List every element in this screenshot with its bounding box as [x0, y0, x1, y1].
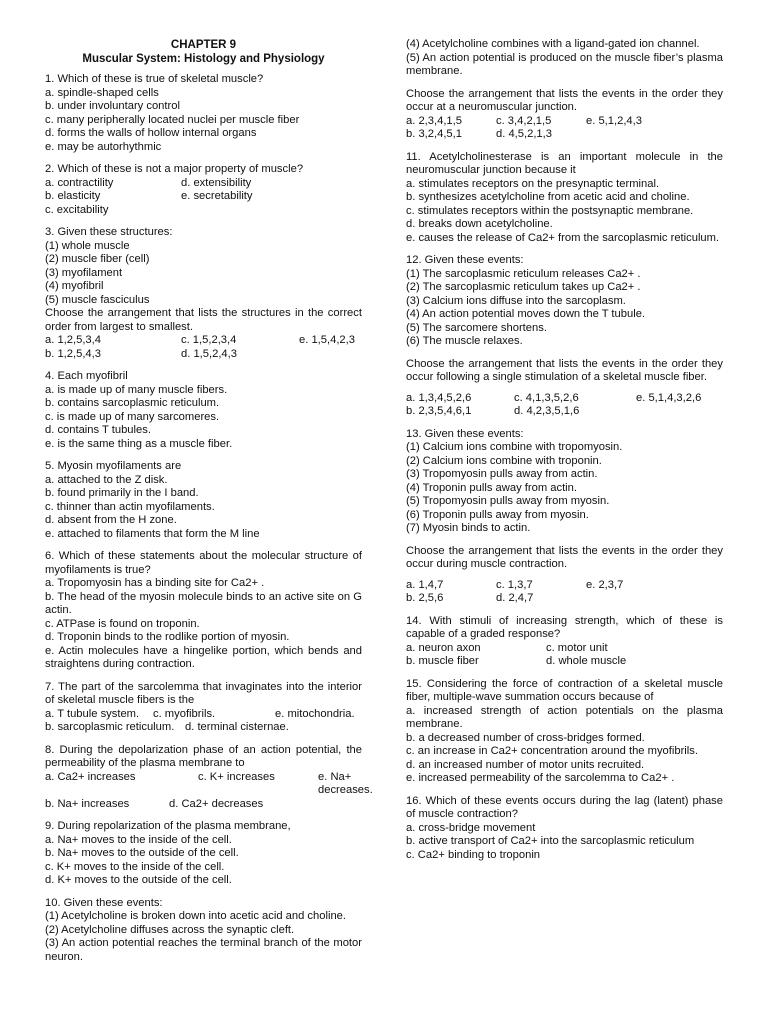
question-stem: 6. Which of these statements about the molecular structure of myofilaments is true? [45, 550, 362, 576]
answer-option: a. contractility [45, 176, 114, 189]
answer-option: a. 1,2,5,3,4 [45, 334, 101, 346]
list-item: (3) An action potential reaches the terminal branch of the motor neuron. [45, 937, 362, 963]
answer-option: d. whole muscle [546, 655, 627, 667]
question-stem: 12. Given these events: [406, 254, 524, 266]
answer-option: a. Ca2+ increases [45, 770, 136, 783]
question-stem: 8. During the depolarization phase of an action potential, the permeability of the plasma membrane to [45, 743, 362, 769]
answer-option: d. K+ moves to the outside of the cell. [45, 874, 232, 886]
answer-option: a. is made up of many muscle fibers. [45, 383, 228, 396]
answer-option: d. forms the walls of hollow internal organs [45, 127, 257, 139]
options-grid [406, 392, 723, 419]
answer-option: e. causes the release of Ca2+ from the sarcoplasmic reticulum. [406, 231, 720, 244]
options-grid [406, 115, 723, 142]
answer-option: a. stimulates receptors on the presynaptic terminal. [406, 177, 660, 190]
question-2 [45, 163, 362, 217]
question-prompt: Choose the arrangement that lists the events in the order they occur during muscle contraction. [406, 544, 723, 570]
question-10-choices [406, 88, 723, 142]
answer-option: e. increased permeability of the sarcolemma to Ca2+ . [406, 772, 675, 784]
options-grid [45, 177, 362, 218]
question-10-continued [406, 38, 723, 79]
list-item: (4) Troponin pulls away from actin. [406, 481, 577, 494]
question-6 [45, 550, 362, 672]
answer-option: a. attached to the Z disk. [45, 473, 168, 486]
question-stem: 15. Considering the force of contraction of a skeletal muscle fiber, multiple-wave summation occurs because of [406, 677, 723, 703]
question-stem: 14. With stimuli of increasing strength, which of these is capable of a graded response? [406, 614, 723, 640]
answer-option: e. Actin molecules have a hingelike portion, which bends and straightens during contraction. [45, 644, 362, 670]
list-item: (5) An action potential is produced on the muscle fiber’s plasma membrane. [406, 51, 723, 77]
question-stem: 13. Given these events: [406, 427, 524, 440]
answer-option: a. Na+ moves to the inside of the cell. [45, 833, 232, 846]
list-item: (1) The sarcoplasmic reticulum releases Ca2+ . [406, 267, 641, 280]
list-item: (7) Myosin binds to actin. [406, 522, 531, 534]
options-grid [45, 708, 362, 722]
answer-option: c. many peripherally located nuclei per muscle fiber [45, 113, 300, 126]
answer-option: d. breaks down acetylcholine. [406, 218, 553, 230]
question-stem: 11. Acetylcholinesterase is an important molecule in the neuromuscular junction because it [406, 150, 723, 176]
question-stem: 5. Myosin myofilaments are [45, 460, 182, 472]
answer-option: e. may be autorhythmic [45, 140, 162, 153]
answer-option: b. contains sarcoplasmic reticulum. [45, 397, 220, 409]
question-5 [45, 460, 362, 541]
question-14 [406, 615, 723, 669]
answer-option: b. under involuntary control [45, 100, 180, 112]
list-item: (3) Tropomyosin pulls away from actin. [406, 468, 598, 480]
list-item: (1) Acetylcholine is broken down into acetic acid and choline. [45, 910, 346, 922]
list-item: (6) Troponin pulls away from myosin. [406, 508, 589, 521]
answer-option: e. 1,5,4,2,3 [299, 334, 355, 346]
question-13 [406, 428, 723, 536]
answer-option: b. elasticity [45, 190, 101, 202]
answer-option: a. 2,3,4,1,5 [406, 114, 462, 127]
answer-option: c. thinner than actin myofilaments. [45, 500, 215, 513]
answer-option: b. 1,2,5,4,3 [45, 347, 101, 360]
answer-option: c. 1,3,7 [496, 578, 533, 591]
answer-option: b. active transport of Ca2+ into the sarcoplasmic reticulum [406, 835, 695, 847]
answer-option: d. 2,4,7 [496, 592, 534, 604]
answer-option: c. an increase in Ca2+ concentration around the myofibrils. [406, 745, 698, 757]
answer-option: e. is the same thing as a muscle fiber. [45, 437, 233, 450]
answer-option: d. contains T tubules. [45, 424, 151, 436]
answer-option: c. K+ increases [198, 770, 275, 783]
question-16 [406, 795, 723, 863]
question-1 [45, 73, 362, 154]
answer-option: a. neuron axon [406, 641, 481, 654]
question-11 [406, 151, 723, 246]
right-column [406, 38, 723, 871]
question-stem: 10. Given these events: [45, 896, 163, 909]
question-stem: 3. Given these structures: [45, 226, 173, 238]
answer-option: c. excitability [45, 203, 109, 216]
answer-option: b. 2,5,6 [406, 592, 444, 604]
answer-option: d. 4,5,2,1,3 [496, 128, 552, 140]
answer-option: a. T tubule system. [45, 707, 140, 720]
question-15 [406, 678, 723, 786]
answer-option: c. motor unit [546, 641, 608, 654]
question-12-choices [406, 358, 723, 419]
answer-option: e. 5,1,4,3,2,6 [636, 391, 702, 404]
question-10-start [45, 897, 362, 965]
answer-option: c. 4,1,3,5,2,6 [514, 391, 579, 404]
answer-option: e. 5,1,2,4,3 [586, 114, 642, 127]
answer-option: e. secretability [181, 190, 253, 202]
answer-option: b. Na+ increases [45, 797, 130, 810]
answer-option: c. Ca2+ binding to troponin [406, 848, 541, 861]
answer-option: a. 1,4,7 [406, 578, 444, 591]
question-4 [45, 370, 362, 451]
answer-option: b. a decreased number of cross-bridges formed. [406, 731, 645, 744]
question-7 [45, 681, 362, 735]
options-grid [45, 770, 373, 798]
question-prompt: Choose the arrangement that lists the events in the order they occur at a neuromuscular junction. [406, 87, 723, 113]
list-item: (2) muscle fiber (cell) [45, 253, 150, 265]
list-item: (1) whole muscle [45, 239, 130, 252]
question-8 [45, 743, 373, 812]
question-stem: 16. Which of these events occurs during the lag (latent) phase of muscle contraction? [406, 794, 723, 820]
answer-option: d. 1,5,2,4,3 [181, 347, 237, 360]
question-9 [45, 820, 362, 888]
answer-option: c. myofibrils. [153, 707, 216, 720]
question-12 [406, 254, 723, 349]
question-stem: 9. During repolarization of the plasma membrane, [45, 820, 291, 832]
list-item: (4) Acetylcholine combines with a ligand-gated ion channel. [406, 38, 700, 50]
list-item: (5) muscle fasciculus [45, 293, 150, 306]
answer-option: a. 1,3,4,5,2,6 [406, 391, 472, 404]
question-stem: 1. Which of these is true of skeletal muscle? [45, 73, 264, 85]
answer-option: d. absent from the H zone. [45, 514, 177, 526]
question-stem: 7. The part of the sarcolemma that invaginates into the interior of skeletal muscle fibers is the [45, 680, 362, 706]
list-item: (4) An action potential moves down the T tubule. [406, 308, 646, 320]
list-item: (2) Calcium ions combine with troponin. [406, 454, 602, 467]
answer-option: b. sarcoplasmic reticulum. [45, 721, 175, 733]
answer-option: c. 3,4,2,1,5 [496, 114, 552, 127]
list-item: (2) Acetylcholine diffuses across the synaptic cleft. [45, 923, 295, 936]
answer-option: c. ATPase is found on troponin. [45, 617, 200, 630]
answer-option: d. 4,2,3,5,1,6 [514, 405, 580, 417]
question-stem: 2. Which of these is not a major property of muscle? [45, 163, 304, 175]
answer-option: b. Na+ moves to the outside of the cell. [45, 847, 239, 859]
options-grid [45, 334, 362, 361]
question-3 [45, 226, 362, 361]
list-item: (4) myofibril [45, 280, 104, 292]
answer-option: a. cross-bridge movement [406, 821, 536, 834]
answer-option: b. 2,3,5,4,6,1 [406, 405, 472, 417]
left-column [45, 38, 373, 973]
answer-option: e. 2,3,7 [586, 578, 624, 591]
chapter-title: Muscular System: Histology and Physiology [82, 53, 325, 65]
answer-option: a. spindle-shaped cells [45, 86, 159, 99]
answer-option: c. 1,5,2,3,4 [181, 334, 237, 346]
list-item: (1) Calcium ions combine with tropomyosin. [406, 441, 623, 453]
question-prompt: Choose the arrangement that lists the structures in the correct order from largest to smallest. [45, 307, 362, 333]
answer-option: b. The head of the myosin molecule binds to an active site on G actin. [45, 590, 362, 616]
answer-option: d. Ca2+ decreases [169, 797, 264, 810]
answer-option: e. attached to filaments that form the M line [45, 527, 260, 540]
answer-option: c. K+ moves to the inside of the cell. [45, 860, 225, 873]
answer-option: d. an increased number of motor units recruited. [406, 758, 645, 771]
options-grid [45, 798, 362, 812]
list-item: (3) myofilament [45, 266, 123, 279]
answer-option: d. terminal cisternae. [185, 721, 289, 733]
list-item: (2) The sarcoplasmic reticulum takes up Ca2+ . [406, 281, 641, 293]
question-13-choices [406, 545, 723, 606]
list-item: (5) The sarcomere shortens. [406, 321, 547, 334]
answer-option: e. Na+ decreases. [318, 770, 373, 796]
answer-option: b. 3,2,4,5,1 [406, 128, 462, 140]
answer-option: d. Troponin binds to the rodlike portion of myosin. [45, 631, 290, 643]
question-stem: 4. Each myofibril [45, 370, 128, 382]
answer-option: a. Tropomyosin has a binding site for Ca2+ . [45, 577, 265, 589]
list-item: (5) Tropomyosin pulls away from myosin. [406, 495, 610, 507]
list-item: (6) The muscle relaxes. [406, 335, 523, 347]
answer-option: b. synthesizes acetylcholine from acetic acid and choline. [406, 191, 690, 203]
list-item: (3) Calcium ions diffuse into the sarcoplasm. [406, 294, 626, 307]
chapter-heading: CHAPTER 9 [170, 39, 237, 51]
answer-option: c. stimulates receptors within the postsynaptic membrane. [406, 204, 694, 217]
answer-option: e. mitochondria. [275, 707, 355, 720]
question-prompt: Choose the arrangement that lists the events in the order they occur following a single stimulation of a skeletal muscle fiber. [406, 357, 723, 383]
answer-option: c. is made up of many sarcomeres. [45, 410, 220, 423]
answer-option: b. muscle fiber [406, 655, 479, 667]
answer-option: a. increased strength of action potentials on the plasma membrane. [406, 704, 723, 730]
options-grid [406, 642, 723, 669]
options-grid [45, 721, 362, 735]
answer-option: b. found primarily in the I band. [45, 487, 199, 499]
options-grid [406, 579, 723, 606]
answer-option: d. extensibility [181, 176, 252, 189]
